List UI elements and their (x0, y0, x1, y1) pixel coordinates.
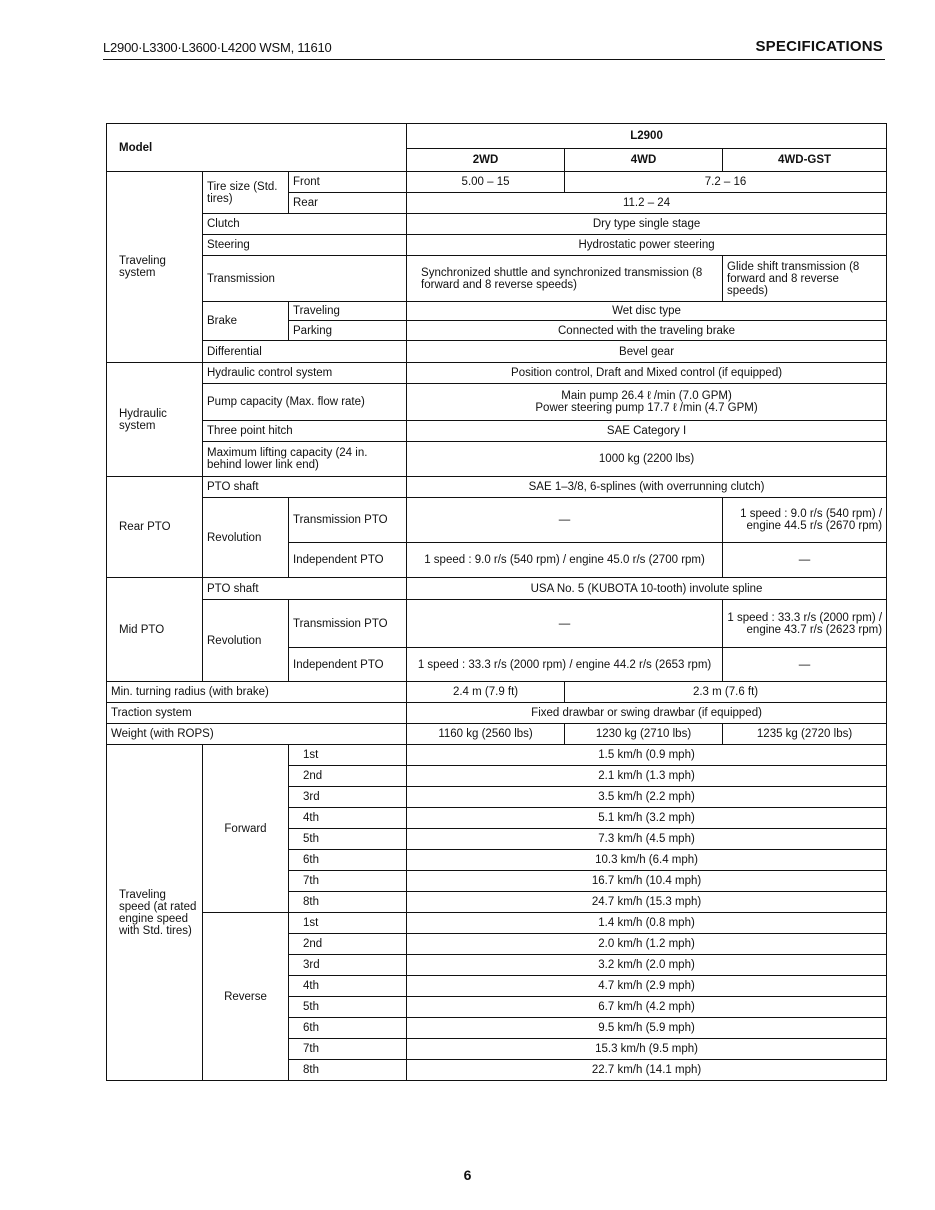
forward-speed: 5.1 km/h (3.2 mph) (407, 808, 887, 829)
forward-speed: 1.5 km/h (0.9 mph) (407, 745, 887, 766)
power-steering-pump: Power steering pump 17.7 ℓ /min (4.7 GPM) (535, 402, 758, 414)
table-row (107, 421, 887, 442)
reverse-speed: 4.7 km/h (2.9 mph) (407, 976, 887, 997)
variant-4wd: 4WD (565, 149, 723, 172)
table-row (107, 124, 887, 149)
reverse-gear: 5th (289, 997, 407, 1018)
forward-speed: 10.3 km/h (6.4 mph) (407, 850, 887, 871)
steering-value: Hydrostatic power steering (407, 235, 887, 256)
table-row (107, 442, 887, 477)
table-row (107, 384, 887, 421)
forward-gear: 7th (289, 871, 407, 892)
section-title: SPECIFICATIONS (755, 38, 883, 55)
hydraulic-control-value: Position control, Draft and Mixed control (if equipped) (407, 363, 887, 384)
brake-label: Brake (203, 302, 289, 341)
traveling-system-label: Traveling system (107, 172, 203, 363)
reverse-gear: 3rd (289, 955, 407, 976)
rear-value: 11.2 – 24 (407, 193, 887, 214)
rear-indep-pto-value: 1 speed : 9.0 r/s (540 rpm) / engine 45.0 r/s (2700 rpm) (407, 543, 723, 578)
table-row (107, 724, 887, 745)
hitch-value: SAE Category I (407, 421, 887, 442)
reverse-speed: 1.4 km/h (0.8 mph) (407, 913, 887, 934)
rear-trans-pto-value: — (407, 498, 723, 543)
table-row (107, 913, 887, 934)
brake-parking-value: Connected with the traveling brake (407, 321, 887, 341)
weight-gst: 1235 kg (2720 lbs) (723, 724, 887, 745)
turning-radius-2wd: 2.4 m (7.9 ft) (407, 682, 565, 703)
brake-traveling-label: Traveling (289, 302, 407, 321)
reverse-speed: 3.2 km/h (2.0 mph) (407, 955, 887, 976)
header-rule (103, 59, 885, 60)
brake-parking-label: Parking (289, 321, 407, 341)
table-row (107, 302, 887, 321)
rear-label: Rear (289, 193, 407, 214)
front-2wd: 5.00 – 15 (407, 172, 565, 193)
forward-speed: 7.3 km/h (4.5 mph) (407, 829, 887, 850)
reverse-gear: 6th (289, 1018, 407, 1039)
forward-gear: 2nd (289, 766, 407, 787)
front-label: Front (289, 172, 407, 193)
forward-speed: 2.1 km/h (1.3 mph) (407, 766, 887, 787)
forward-gear: 4th (289, 808, 407, 829)
model-label: Model (107, 124, 407, 172)
transmission-label: Transmission (203, 256, 407, 302)
forward-gear: 8th (289, 892, 407, 913)
forward-gear: 6th (289, 850, 407, 871)
table-row (107, 172, 887, 193)
rear-pto-shaft-value: SAE 1–3/8, 6-splines (with overrunning clutch) (407, 477, 887, 498)
table-row (107, 600, 887, 648)
table-row (107, 703, 887, 724)
variant-4wd-gst: 4WD-GST (723, 149, 887, 172)
reverse-speed: 2.0 km/h (1.2 mph) (407, 934, 887, 955)
differential-value: Bevel gear (407, 341, 887, 363)
turning-radius-label: Min. turning radius (with brake) (107, 682, 407, 703)
lifting-capacity-value: 1000 kg (2200 lbs) (407, 442, 887, 477)
rear-pto-revolution-label: Revolution (203, 498, 289, 578)
front-4wd: 7.2 – 16 (565, 172, 887, 193)
reverse-label: Reverse (203, 913, 289, 1081)
differential-label: Differential (203, 341, 407, 363)
variant-2wd: 2WD (407, 149, 565, 172)
hydraulic-control-label: Hydraulic control system (203, 363, 407, 384)
rear-pto-shaft-label: PTO shaft (203, 477, 407, 498)
traveling-speed-label: Traveling speed (at rated engine speed with Std. tires) (107, 745, 203, 1081)
transmission-gst: Glide shift transmission (8 forward and 8 reverse speeds) (723, 256, 887, 302)
forward-speed: 3.5 km/h (2.2 mph) (407, 787, 887, 808)
reverse-gear: 7th (289, 1039, 407, 1060)
weight-4wd: 1230 kg (2710 lbs) (565, 724, 723, 745)
specifications-table (106, 123, 887, 1081)
weight-label: Weight (with ROPS) (107, 724, 407, 745)
table-row (107, 578, 887, 600)
mid-pto-shaft-value: USA No. 5 (KUBOTA 10-tooth) involute spline (407, 578, 887, 600)
rear-trans-pto-label: Transmission PTO (289, 498, 407, 543)
forward-gear: 3rd (289, 787, 407, 808)
table-row (107, 363, 887, 384)
rear-indep-pto-label: Independent PTO (289, 543, 407, 578)
mid-pto-label: Mid PTO (107, 578, 203, 682)
lifting-capacity-label: Maximum lifting capacity (24 in. behind lower link end) (203, 442, 407, 477)
table-row (107, 214, 887, 235)
pump-capacity-value (407, 384, 887, 421)
reverse-speed: 15.3 km/h (9.5 mph) (407, 1039, 887, 1060)
table-row (107, 477, 887, 498)
clutch-label: Clutch (203, 214, 407, 235)
rear-indep-pto-gst: — (723, 543, 887, 578)
weight-2wd: 1160 kg (2560 lbs) (407, 724, 565, 745)
main-pump: Main pump 26.4 ℓ /min (7.0 GPM) (561, 390, 732, 402)
forward-gear: 1st (289, 745, 407, 766)
reverse-gear: 8th (289, 1060, 407, 1081)
mid-trans-pto-value: — (407, 600, 723, 648)
table-row (107, 341, 887, 363)
mid-indep-pto-label: Independent PTO (289, 648, 407, 682)
table-row (107, 235, 887, 256)
table-row (107, 682, 887, 703)
forward-speed: 24.7 km/h (15.3 mph) (407, 892, 887, 913)
forward-gear: 5th (289, 829, 407, 850)
forward-speed: 16.7 km/h (10.4 mph) (407, 871, 887, 892)
steering-label: Steering (203, 235, 407, 256)
table-row (107, 256, 887, 302)
forward-label: Forward (203, 745, 289, 913)
hydraulic-system-label: Hydraulic system (107, 363, 203, 477)
table-row (107, 745, 887, 766)
page-number: 6 (463, 1167, 472, 1183)
mid-trans-pto-label: Transmission PTO (289, 600, 407, 648)
transmission-value: Synchronized shuttle and synchronized transmission (8 forward and 8 reverse speeds) (407, 256, 723, 302)
brake-traveling-value: Wet disc type (407, 302, 887, 321)
traction-system-label: Traction system (107, 703, 407, 724)
hitch-label: Three point hitch (203, 421, 407, 442)
mid-pto-revolution-label: Revolution (203, 600, 289, 682)
table-row (107, 498, 887, 543)
rear-trans-pto-gst: 1 speed : 9.0 r/s (540 rpm) / engine 44.5 r/s (2670 rpm) (723, 498, 887, 543)
turning-radius-4wd: 2.3 m (7.6 ft) (565, 682, 887, 703)
mid-indep-pto-value: 1 speed : 33.3 r/s (2000 rpm) / engine 44.2 r/s (2653 rpm) (407, 648, 723, 682)
pump-capacity-label: Pump capacity (Max. flow rate) (203, 384, 407, 421)
mid-trans-pto-gst: 1 speed : 33.3 r/s (2000 rpm) / engine 43.7 r/s (2623 rpm) (723, 600, 887, 648)
reverse-gear: 2nd (289, 934, 407, 955)
reverse-gear: 1st (289, 913, 407, 934)
reverse-speed: 22.7 km/h (14.1 mph) (407, 1060, 887, 1081)
mid-indep-pto-gst: — (723, 648, 887, 682)
document-id: L2900·L3300·L3600·L4200 WSM, 11610 (103, 40, 332, 55)
mid-pto-shaft-label: PTO shaft (203, 578, 407, 600)
reverse-speed: 9.5 km/h (5.9 mph) (407, 1018, 887, 1039)
model-name: L2900 (407, 124, 887, 149)
tire-size-label: Tire size (Std. tires) (203, 172, 289, 214)
reverse-gear: 4th (289, 976, 407, 997)
reverse-speed: 6.7 km/h (4.2 mph) (407, 997, 887, 1018)
rear-pto-label: Rear PTO (107, 477, 203, 578)
traction-system-value: Fixed drawbar or swing drawbar (if equipped) (407, 703, 887, 724)
clutch-value: Dry type single stage (407, 214, 887, 235)
